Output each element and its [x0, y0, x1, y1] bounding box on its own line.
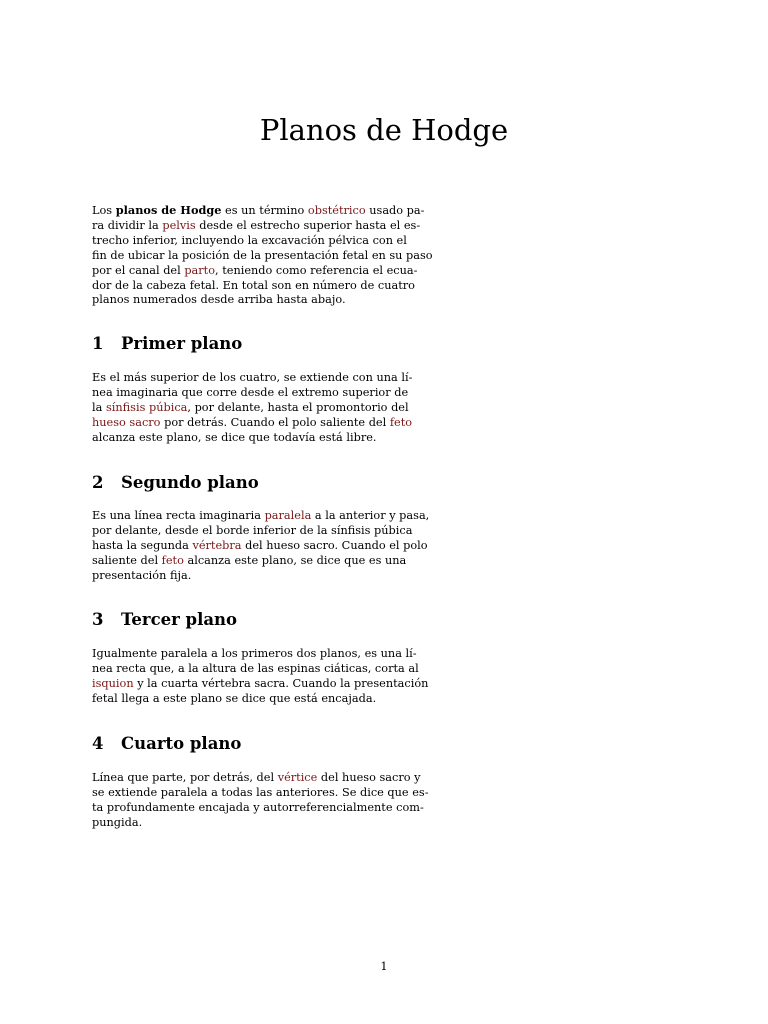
text-run: , teniendo como referencia el ecua-: [215, 263, 418, 277]
section-2-body: [92, 509, 430, 584]
text-line: [92, 400, 409, 416]
text-link[interactable]: pelvis: [162, 218, 196, 232]
section-1-heading: [92, 333, 242, 355]
text-line: [92, 278, 415, 294]
intro-paragraph: [92, 203, 433, 308]
text-run: nea recta que, a la altura de las espinas ciáticas, corta al: [92, 661, 419, 675]
text-run: ta profundamente encajada y autorreferencialmente com-: [92, 800, 424, 814]
text-line: [92, 218, 421, 234]
text-run: , por delante, hasta el promontorio del: [187, 400, 409, 414]
section-number: 2: [92, 473, 104, 492]
text-line: [92, 538, 428, 554]
section-2-heading: [92, 472, 259, 494]
text-run: alcanza este plano, se dice que todavía está libre.: [92, 430, 377, 444]
text-run: pungida.: [92, 815, 143, 829]
text-link[interactable]: paralela: [264, 509, 312, 522]
text-link[interactable]: isquion: [92, 676, 134, 690]
text-line: [92, 233, 407, 249]
section-4-heading: [92, 733, 241, 755]
text-line: [92, 263, 418, 279]
text-run: se extiende paralela a todas las anteriores. Se dice que es-: [92, 785, 429, 799]
text-run: fin de ubicar la posición de la presentación fetal en su paso: [92, 248, 433, 262]
text-line: [92, 771, 421, 786]
section-paragraph: [92, 771, 429, 831]
text-link[interactable]: vértebra: [192, 538, 242, 552]
text-line: [92, 523, 413, 539]
text-line: [92, 509, 430, 524]
text-link[interactable]: vértice: [277, 771, 318, 784]
text-line: [92, 385, 409, 401]
text-run: Línea que parte, por detrás, del: [92, 771, 278, 784]
section-title: Primer plano: [121, 334, 243, 353]
section-number: 3: [92, 610, 104, 629]
text-line: [92, 800, 424, 816]
text-link[interactable]: feto: [161, 553, 184, 567]
text-line: [92, 676, 429, 692]
text-run: Igualmente paralela a los primeros dos planos, es una lí-: [92, 647, 417, 660]
text-line: [92, 785, 429, 801]
text-line: [92, 203, 425, 219]
text-run: saliente del: [92, 553, 162, 567]
text-link[interactable]: feto: [389, 415, 413, 429]
text-line: [92, 661, 419, 677]
section-title: Cuarto plano: [121, 734, 242, 753]
intro-paragraph-block: [92, 203, 433, 308]
text-run: Es el más superior de los cuatro, se extiende con una lí-: [92, 371, 413, 384]
page-number: 1: [380, 960, 388, 973]
text-run: a la anterior y pasa,: [311, 509, 430, 522]
page-title: Planos de Hodge: [259, 113, 509, 147]
text-run: desde el estrecho superior hasta el es-: [195, 218, 421, 232]
text-run: hasta la segunda: [92, 538, 193, 552]
text-line: [92, 553, 407, 569]
text-link[interactable]: sínfisis púbica: [105, 400, 188, 414]
section-number: 1: [92, 334, 104, 353]
text-run: fetal llega a este plano se dice que está encajada.: [92, 691, 377, 705]
text-run: ra dividir la: [92, 218, 163, 232]
text-link[interactable]: hueso sacro: [92, 415, 161, 429]
text-run: alcanza este plano, se dice que es una: [183, 553, 407, 567]
text-run: la: [92, 400, 106, 414]
section-3-body: [92, 647, 429, 707]
section-number: 4: [92, 734, 104, 753]
text-run: Es una línea recta imaginaria: [92, 509, 265, 522]
text-run: por el canal del: [92, 263, 185, 277]
section-4-body: [92, 771, 429, 831]
text-line: [92, 293, 378, 308]
text-line: [92, 569, 378, 584]
text-run: del hueso sacro y: [317, 771, 421, 784]
text-line: [92, 415, 413, 431]
section-3-heading: [92, 609, 237, 631]
text-line: [92, 371, 413, 386]
text-run: del hueso sacro. Cuando el polo: [241, 538, 428, 552]
text-run: trecho inferior, incluyendo la excavación pélvica con el: [92, 233, 407, 247]
section-1-body: [92, 371, 413, 446]
text-link[interactable]: parto: [184, 263, 216, 277]
text-run: planos numerados desde arriba hasta abajo.: [92, 293, 346, 307]
text-run: es un término: [221, 204, 308, 217]
text-run: presentación fija.: [92, 568, 192, 582]
text-line: [92, 647, 417, 662]
text-run: por delante, desde el borde inferior de la sínfisis púbica: [92, 523, 413, 537]
text-run: Los: [92, 204, 116, 217]
text-line: [92, 816, 378, 831]
text-run: y la cuarta vértebra sacra. Cuando la presentación: [133, 676, 429, 690]
section-title: Segundo plano: [121, 473, 259, 492]
text-run: por detrás. Cuando el polo saliente del: [160, 415, 390, 429]
text-line: [92, 692, 378, 707]
section-paragraph: [92, 647, 429, 707]
text-run: nea imaginaria que corre desde el extremo superior de: [92, 385, 409, 399]
bold-term: planos de Hodge: [115, 203, 222, 217]
section-paragraph: [92, 371, 413, 446]
section-paragraph: [92, 509, 430, 584]
text-line: [92, 431, 378, 446]
text-line: [92, 248, 433, 264]
text-link[interactable]: obstétrico: [307, 204, 366, 217]
text-run: dor de la cabeza fetal. En total son en número de cuatro: [92, 278, 415, 292]
text-run: usado pa-: [365, 204, 425, 217]
section-title: Tercer plano: [121, 610, 238, 629]
